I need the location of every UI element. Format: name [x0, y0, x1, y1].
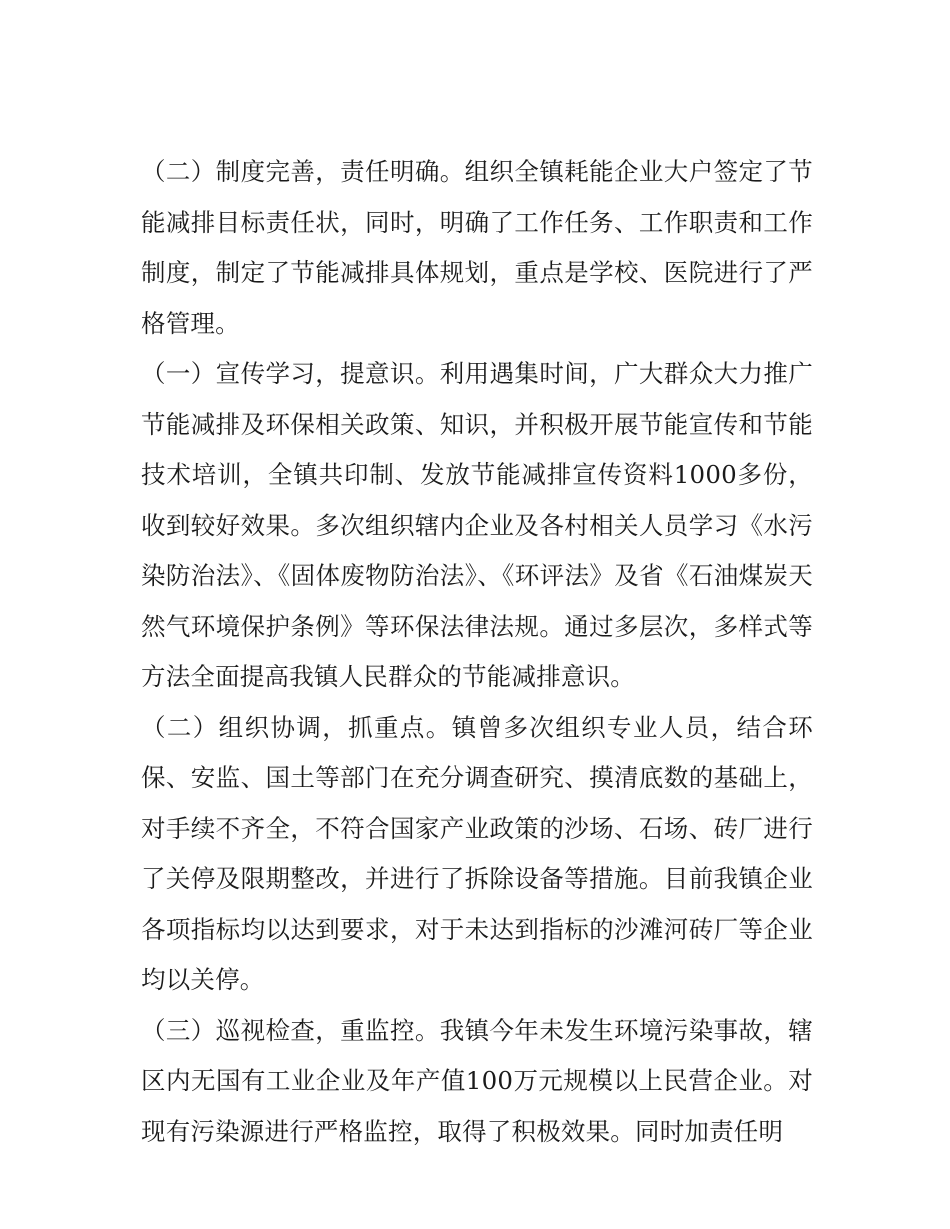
paragraph-coordination: （二）组织协调，抓重点。镇曾多次组织专业人员，结合环保、安监、国土等部门在充分调查研究、摸清底数的基础上，对手续不齐全，不符合国家产业政策的沙场、石场、砖厂进行了关停及限期整改，并进行了拆除设备等措施。目前我镇企业各项指标均以达到要求，对于未达到指标的沙滩河砖厂等企业均以关停。	[141, 712, 813, 994]
paragraph-system-improvement: （二）制度完善，责任明确。组织全镇耗能企业大户签定了节能减排目标责任状，同时，明确了工作任务、工作职责和工作制度，制定了节能减排具体规划，重点是学校、医院进行了严格管理。	[141, 157, 813, 338]
paragraph-inspection-monitoring: （三）巡视检查，重监控。我镇今年未发生环境污染事故，辖区内无国有工业企业及年产值100万元规模以上民营企业。对现有污染源进行严格监控，取得了积极效果。同时加责任明	[141, 1015, 813, 1146]
document-page	[141, 147, 813, 1157]
paragraph-publicity-learning: （一）宣传学习，提意识。利用遇集时间，广大群众大力推广节能减排及环保相关政策、知识，并积极开展节能宣传和节能技术培训，全镇共印制、发放节能减排宣传资料1000多份，收到较好效果。多次组织辖内企业及各村相关人员学习《水污染防治法》、《固体废物防治法》、《环评法》及省《石油煤炭天然气环境保护条例》等环保法律法规。通过多层次，多样式等方法全面提高我镇人民群众的节能减排意识。	[141, 359, 813, 691]
